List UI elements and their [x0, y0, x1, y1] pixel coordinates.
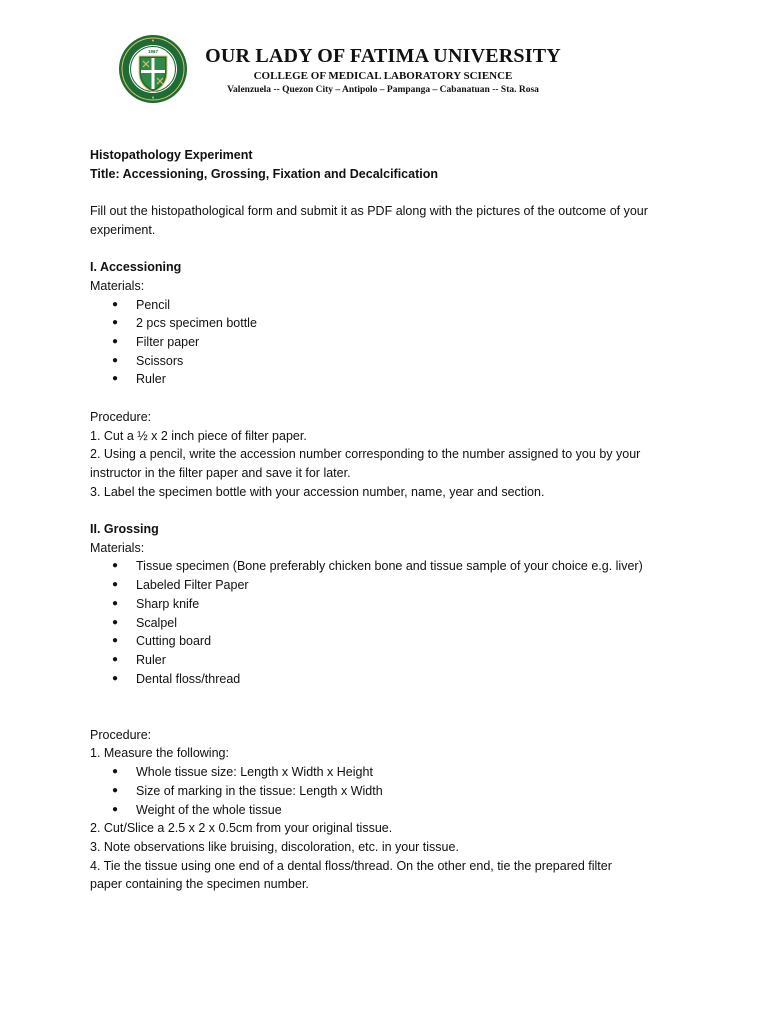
- list-item: ● Size of marking in the tissue: Length x Width: [90, 782, 690, 801]
- instruction-text: Fill out the histopathological form and submit it as PDF along with the pictures of the outcome of your experiment.: [90, 204, 648, 237]
- list-item: ● Scalpel: [90, 614, 690, 633]
- procedure-step: 1. Measure the following:: [90, 746, 229, 761]
- college-name: COLLEGE OF MEDICAL LABORATORY SCIENCE: [253, 70, 513, 82]
- procedure-label: Procedure:: [90, 727, 152, 742]
- procedure-step: 4. Tie the tissue using one end of a dental floss/thread. On the other end, tie the prepared filter paper containing the specimen number.: [90, 858, 612, 892]
- document-title: Title: Accessioning, Grossing, Fixation and Decalcification: [90, 166, 438, 181]
- list-item: ● 2 pcs specimen bottle: [90, 314, 690, 333]
- seal-year: 1967: [147, 49, 159, 54]
- list-item: ● Weight of the whole tissue: [90, 801, 690, 820]
- materials-label: Materials:: [90, 540, 145, 555]
- university-seal-icon: [118, 34, 188, 104]
- campus-list: Valenzuela -- Quezon City – Antipolo – Pampanga – Cabanatuan -- Sta. Rosa: [227, 85, 539, 95]
- list-item: ● Ruler: [90, 651, 690, 670]
- section-heading-accessioning: I. Accessioning: [90, 260, 182, 275]
- university-name: OUR LADY OF FATIMA UNIVERSITY: [205, 45, 561, 67]
- procedure-step: 2. Cut/Slice a 2.5 x 2 x 0.5cm from your original tissue.: [90, 821, 393, 836]
- procedure-step: 3. Label the specimen bottle with your accession number, name, year and section.: [90, 484, 545, 499]
- section-heading-grossing: II. Grossing: [90, 522, 159, 536]
- procedure-step: 2. Using a pencil, write the accession number corresponding to the number assigned to you by your instructor in the filter paper and save it for later.: [90, 447, 641, 480]
- list-item: ● Tissue specimen (Bone preferably chicken bone and tissue sample of your choice e.g. liver): [90, 557, 690, 576]
- list-item: ● Ruler: [90, 370, 690, 389]
- subject-heading: Histopathology Experiment: [90, 148, 253, 162]
- list-item: ● Scissors: [90, 352, 690, 371]
- materials-label: Materials:: [90, 278, 145, 293]
- list-item: ● Dental floss/thread: [90, 670, 690, 689]
- list-item: ● Filter paper: [90, 333, 690, 352]
- list-item: ● Whole tissue size: Length x Width x Height: [90, 763, 690, 782]
- accessioning-materials-list: [90, 296, 690, 390]
- list-item: ● Sharp knife: [90, 595, 690, 614]
- list-item: ● Cutting board: [90, 632, 690, 651]
- grossing-materials-list: [90, 557, 690, 688]
- university-identity: [188, 44, 578, 97]
- procedure-label: Procedure:: [90, 409, 152, 424]
- procedure-step: 3. Note observations like bruising, discoloration, etc. in your tissue.: [90, 839, 459, 854]
- procedure-step: 1. Cut a ½ x 2 inch piece of filter paper.: [90, 428, 307, 443]
- letterhead: [118, 34, 678, 104]
- measurement-list: [90, 763, 690, 819]
- list-item: ● Labeled Filter Paper: [90, 576, 690, 595]
- document-body: [90, 146, 690, 894]
- list-item: ● Pencil: [90, 296, 690, 315]
